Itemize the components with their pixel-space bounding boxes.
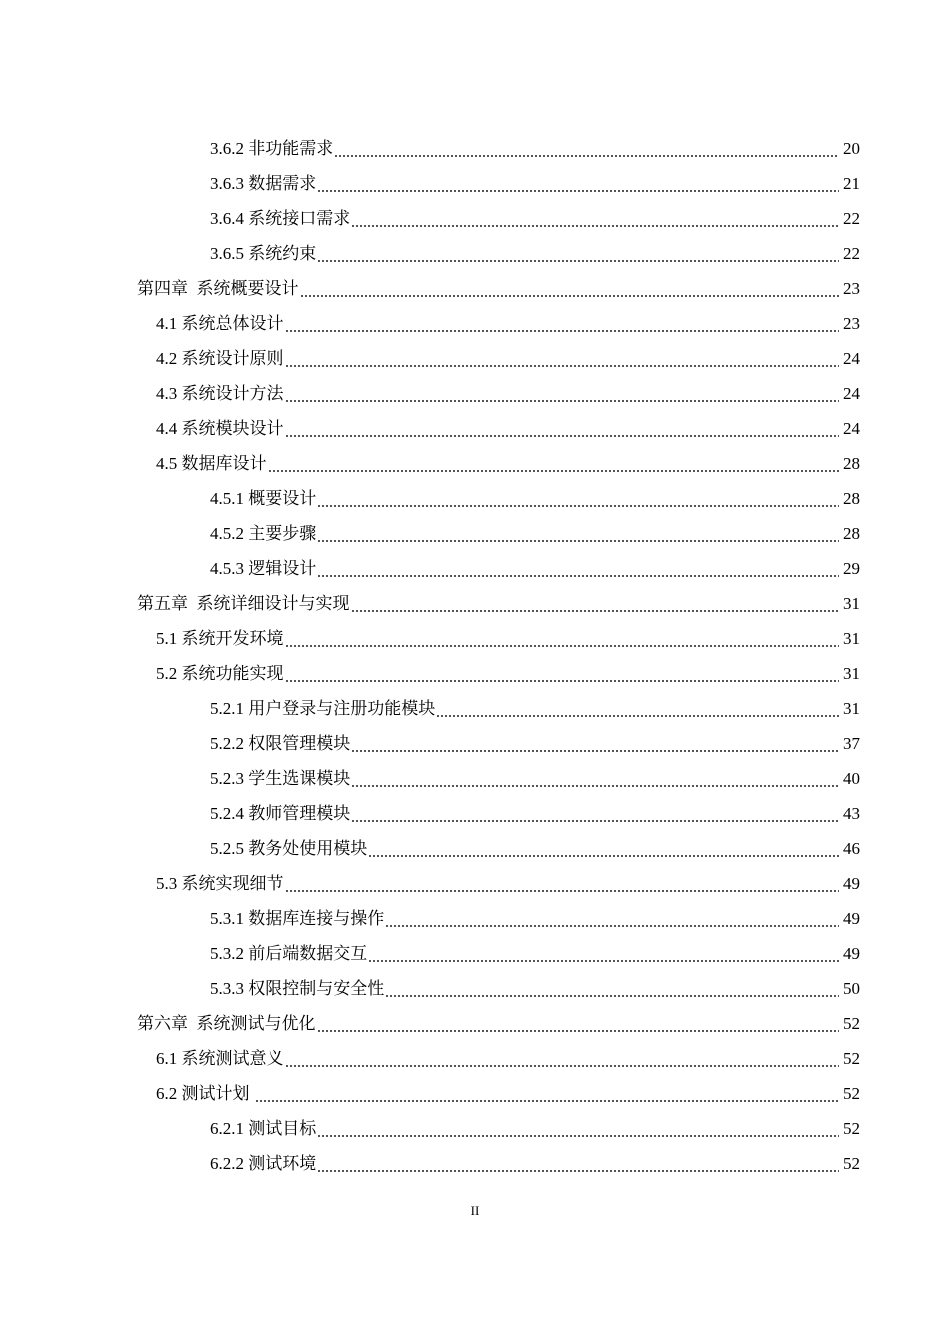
toc-dot-leader [317,244,839,264]
toc-entry-page-number: 50 [843,978,860,998]
toc-entry-title: 5.3.2 前后端数据交互 [210,943,368,963]
table-of-contents [0,131,950,1181]
toc-entry[interactable] [0,446,950,481]
toc-entry-title: 第五章 系统详细设计与实现 [137,593,350,613]
toc-entry-title: 3.6.4 系统接口需求 [210,208,351,228]
toc-entry-title: 6.2.1 测试目标 [210,1118,317,1138]
toc-entry-page-number: 49 [843,943,860,963]
toc-entry-page-number: 46 [843,838,860,858]
toc-entry[interactable] [0,411,950,446]
toc-dot-leader [317,1154,839,1174]
toc-dot-leader [385,909,839,929]
toc-entry-page-number: 28 [843,523,860,543]
toc-entry[interactable] [0,271,950,306]
toc-entry-title: 4.1 系统总体设计 [156,313,284,333]
toc-entry[interactable] [0,1146,950,1181]
toc-entry-page-number: 40 [843,768,860,788]
toc-entry[interactable] [0,341,950,376]
toc-entry-page-number: 31 [843,663,860,683]
toc-entry-page-number: 22 [843,243,860,263]
toc-entry-page-number: 24 [843,383,860,403]
toc-dot-leader [285,664,840,684]
toc-entry[interactable] [0,796,950,831]
toc-dot-leader [268,454,840,474]
toc-entry-page-number: 49 [843,873,860,893]
toc-entry[interactable] [0,691,950,726]
toc-entry[interactable] [0,306,950,341]
toc-entry[interactable] [0,1041,950,1076]
toc-entry-title: 3.6.3 数据需求 [210,173,317,193]
toc-entry-page-number: 52 [843,1153,860,1173]
toc-entry[interactable] [0,1006,950,1041]
toc-entry[interactable] [0,831,950,866]
toc-entry-title: 5.2.5 教务处使用模块 [210,838,368,858]
toc-entry-page-number: 52 [843,1048,860,1068]
toc-entry-title: 6.2 测试计划 [156,1083,254,1103]
toc-entry[interactable] [0,481,950,516]
toc-dot-leader [351,769,839,789]
toc-entry-page-number: 52 [843,1118,860,1138]
toc-entry-page-number: 24 [843,418,860,438]
toc-entry-page-number: 31 [843,593,860,613]
toc-dot-leader [285,1049,840,1069]
toc-entry-title: 第六章 系统测试与优化 [137,1013,316,1033]
toc-entry-title: 5.2 系统功能实现 [156,663,284,683]
toc-entry-title: 4.5.1 概要设计 [210,488,317,508]
toc-dot-leader [285,629,840,649]
toc-dot-leader [351,594,840,614]
toc-entry[interactable] [0,656,950,691]
toc-entry-page-number: 52 [843,1013,860,1033]
toc-entry[interactable] [0,166,950,201]
toc-entry[interactable] [0,551,950,586]
toc-entry[interactable] [0,866,950,901]
toc-dot-leader [436,699,839,719]
toc-entry-page-number: 28 [843,488,860,508]
toc-entry[interactable] [0,376,950,411]
toc-entry[interactable] [0,971,950,1006]
toc-dot-leader [300,279,840,299]
toc-entry-page-number: 43 [843,803,860,823]
toc-entry-title: 4.2 系统设计原则 [156,348,284,368]
page-number: II [470,1203,480,1218]
toc-entry-title: 5.3.1 数据库连接与操作 [210,908,385,928]
toc-dot-leader [317,524,839,544]
toc-dot-leader [385,979,839,999]
toc-entry[interactable] [0,131,950,166]
toc-entry-page-number: 24 [843,348,860,368]
toc-entry-page-number: 52 [843,1083,860,1103]
toc-entry[interactable] [0,1111,950,1146]
toc-entry[interactable] [0,621,950,656]
toc-entry-title: 第四章 系统概要设计 [137,278,299,298]
toc-entry-page-number: 31 [843,698,860,718]
toc-entry-title: 5.2.2 权限管理模块 [210,733,351,753]
toc-entry[interactable] [0,201,950,236]
toc-entry-page-number: 20 [843,138,860,158]
toc-dot-leader [351,804,839,824]
toc-entry[interactable] [0,761,950,796]
toc-entry-title: 4.5.2 主要步骤 [210,523,317,543]
toc-entry-page-number: 29 [843,558,860,578]
toc-dot-leader [285,314,840,334]
toc-entry-title: 5.1 系统开发环境 [156,628,284,648]
toc-entry-title: 4.5 数据库设计 [156,453,267,473]
toc-dot-leader [317,559,839,579]
toc-entry-title: 4.5.3 逻辑设计 [210,558,317,578]
toc-entry[interactable] [0,236,950,271]
toc-entry[interactable] [0,936,950,971]
toc-dot-leader [285,419,840,439]
toc-entry-page-number: 37 [843,733,860,753]
toc-dot-leader [317,174,839,194]
toc-entry[interactable] [0,901,950,936]
toc-dot-leader [351,734,839,754]
toc-entry-title: 5.3.3 权限控制与安全性 [210,978,385,998]
toc-dot-leader [334,139,839,159]
toc-entry[interactable] [0,726,950,761]
toc-dot-leader [317,1119,839,1139]
toc-dot-leader [317,489,839,509]
toc-dot-leader [285,874,840,894]
toc-entry-title: 5.2.3 学生选课模块 [210,768,351,788]
toc-dot-leader [285,349,840,369]
toc-entry-title: 5.3 系统实现细节 [156,873,284,893]
toc-entry-page-number: 31 [843,628,860,648]
toc-entry-page-number: 22 [843,208,860,228]
toc-dot-leader [255,1084,839,1104]
toc-entry-title: 6.2.2 测试环境 [210,1153,317,1173]
toc-entry-page-number: 21 [843,173,860,193]
toc-dot-leader [351,209,839,229]
toc-entry-page-number: 23 [843,313,860,333]
toc-entry-title: 5.2.4 教师管理模块 [210,803,351,823]
toc-entry-title: 5.2.1 用户登录与注册功能模块 [210,698,436,718]
toc-dot-leader [368,944,839,964]
toc-entry-title: 6.1 系统测试意义 [156,1048,284,1068]
toc-entry-title: 4.3 系统设计方法 [156,383,284,403]
toc-entry-page-number: 28 [843,453,860,473]
toc-entry-title: 3.6.5 系统约束 [210,243,317,263]
toc-entry[interactable] [0,586,950,621]
toc-dot-leader [317,1014,840,1034]
toc-entry-title: 3.6.2 非功能需求 [210,138,334,158]
toc-entry[interactable] [0,516,950,551]
toc-entry-title: 4.4 系统模块设计 [156,418,284,438]
toc-entry-page-number: 49 [843,908,860,928]
toc-entry[interactable] [0,1076,950,1111]
toc-entry-page-number: 23 [843,278,860,298]
toc-dot-leader [285,384,840,404]
toc-dot-leader [368,839,839,859]
